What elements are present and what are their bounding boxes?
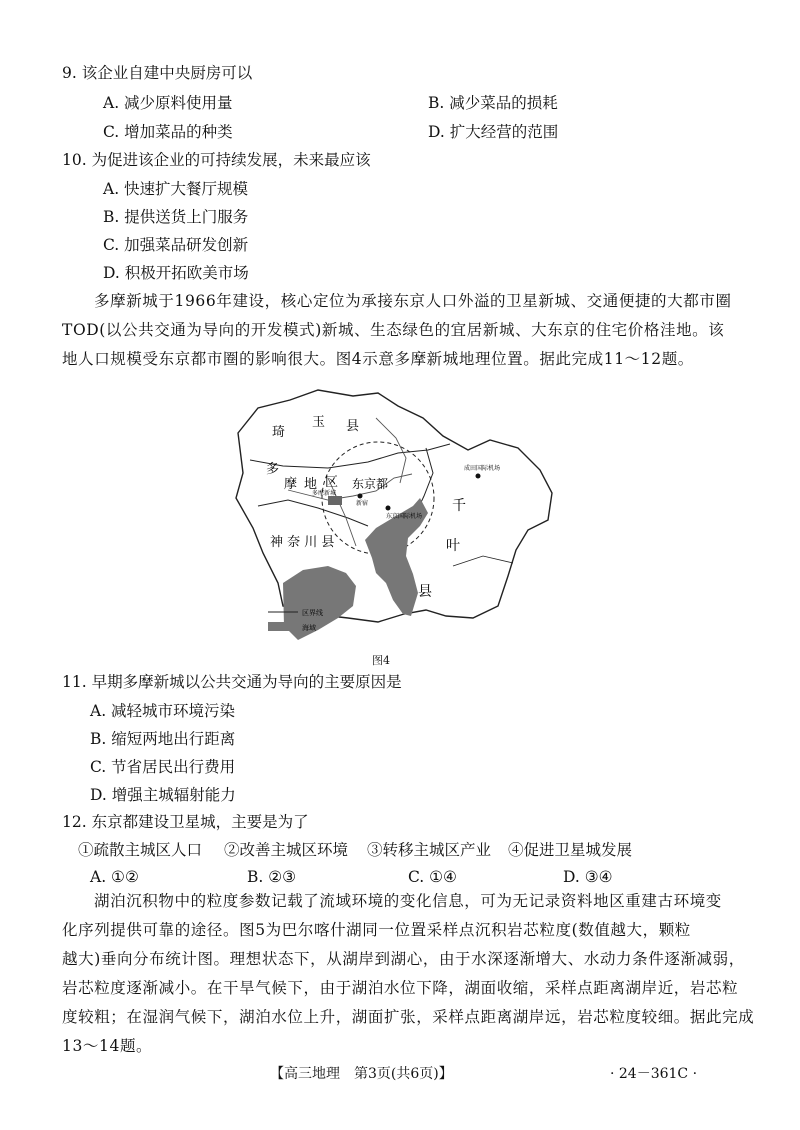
intro1-line: TOD(以公共交通为导向的开发模式)新城、生态绿色的宜居新城、大东京的住宅价格洼地。该 xyxy=(62,321,725,339)
label-mo: 摩 xyxy=(284,477,298,492)
figure-caption: 图4 xyxy=(372,654,390,667)
q10-stem: 10. 为促进该企业的可持续发展，未来最应该 xyxy=(62,151,371,169)
q9-option-d: D. 扩大经营的范围 xyxy=(428,123,559,141)
intro2-line: 度较粗；在湿润气候下，湖泊水位上升，湖面扩张，采样点距离湖岸远，岩芯粒度较细。据此完成 xyxy=(62,1008,755,1026)
legend-boundary-label: 区界线 xyxy=(302,609,323,617)
label-yu: 玉 xyxy=(312,415,326,430)
intro2-line: 岩芯粒度逐渐减小。在干旱气候下，由于湖泊水位下降，湖面收缩，采样点距离湖岸近，岩芯粒 xyxy=(62,979,739,997)
haneda-point xyxy=(386,506,391,511)
intro2-line: 湖泊沉积物中的粒度参数记载了流域环境的变化信息，可为无记录资料地区重建古环境变 xyxy=(94,892,722,910)
q11-option-c: C. 节省居民出行费用 xyxy=(90,758,236,776)
label-xian1: 县 xyxy=(346,419,360,434)
label-qian: 千 xyxy=(452,498,466,514)
shinjuku-point xyxy=(358,494,363,499)
label-di: 地 xyxy=(304,477,318,492)
intro-paragraph-2 xyxy=(62,887,754,1061)
label-narita: 成田国际机场 xyxy=(464,465,501,472)
label-kanagawa: 神 奈 川 县 xyxy=(270,535,335,550)
tama-location-map xyxy=(228,378,568,673)
q12-item-4: ④促进卫星城发展 xyxy=(508,841,633,859)
q12-stem: 12. 东京都建设卫星城，主要是为了 xyxy=(62,813,309,831)
label-tokyo: 东京都 xyxy=(352,477,389,491)
intro-paragraph-1 xyxy=(62,287,732,374)
q11-option-d: D. 增强主城辐射能力 xyxy=(90,786,236,804)
intro1-line: 地人口规模受东京都市圈的影响很大。图4示意多摩新城地理位置。据此完成11～12题。 xyxy=(62,350,694,368)
label-shinjuku: 新宿 xyxy=(356,500,369,507)
q9-option-a: A. 减少原料使用量 xyxy=(103,94,233,112)
q11-option-b: B. 缩短两地出行距离 xyxy=(90,730,236,748)
narita-point xyxy=(476,474,481,479)
legend-sea-label: 海域 xyxy=(302,624,316,632)
q9-option-c: C. 增加菜品的种类 xyxy=(103,123,233,141)
q12-item-2: ②改善主城区环境 xyxy=(224,841,349,859)
q10-option-a: A. 快速扩大餐厅规模 xyxy=(103,180,249,198)
q12-option-b: B. ②③ xyxy=(247,868,297,886)
q12-option-c: C. ①④ xyxy=(408,868,457,886)
q9-option-b: B. 减少菜品的损耗 xyxy=(428,94,558,112)
q12-item-3: ③转移主城区产业 xyxy=(367,841,492,859)
q12-option-a: A. ①② xyxy=(90,868,139,886)
page-footer: 【高三地理 第3页(共6页)】 xyxy=(270,1066,453,1082)
paper-code: · 24－361C · xyxy=(610,1066,698,1082)
label-qu: 区 xyxy=(325,475,339,490)
q12-option-d: D. ③④ xyxy=(563,868,613,886)
q11-option-a: A. 减轻城市环境污染 xyxy=(90,702,236,720)
intro2-line: 化序列提供可靠的途径。图5为巴尔喀什湖同一位置采样点沉积岩芯粒度(数值越大，颗粒 xyxy=(62,921,691,939)
label-haneda: 东京国际机场 xyxy=(386,513,423,520)
intro2-line: 13～14题。 xyxy=(62,1037,153,1055)
q10-option-c: C. 加强菜品研发创新 xyxy=(103,236,249,254)
label-duo: 多 xyxy=(266,462,280,477)
q10-option-d: D. 积极开拓欧美市场 xyxy=(103,264,249,282)
label-ye: 叶 xyxy=(446,538,460,554)
tama-new-town-area xyxy=(328,496,342,505)
legend-sea-swatch xyxy=(268,622,298,631)
label-xian3: 县 xyxy=(418,584,432,600)
label-tama: 多摩新城 xyxy=(312,490,337,497)
q12-item-1: ①疏散主城区人口 xyxy=(78,841,203,859)
intro1-line: 多摩新城于1966年建设，核心定位为承接东京人口外溢的卫星新城、交通便捷的大都市圈 xyxy=(94,292,732,310)
q11-stem: 11. 早期多摩新城以公共交通为导向的主要原因是 xyxy=(62,673,402,691)
q9-stem: 9. 该企业自建中央厨房可以 xyxy=(62,64,253,82)
label-qi: 琦 xyxy=(272,425,286,440)
q10-option-b: B. 提供送货上门服务 xyxy=(103,208,249,226)
intro2-line: 越大)垂向分布统计图。理想状态下，从湖岸到湖心，由于水深逐渐增大、水动力条件逐渐减弱， xyxy=(62,950,745,968)
